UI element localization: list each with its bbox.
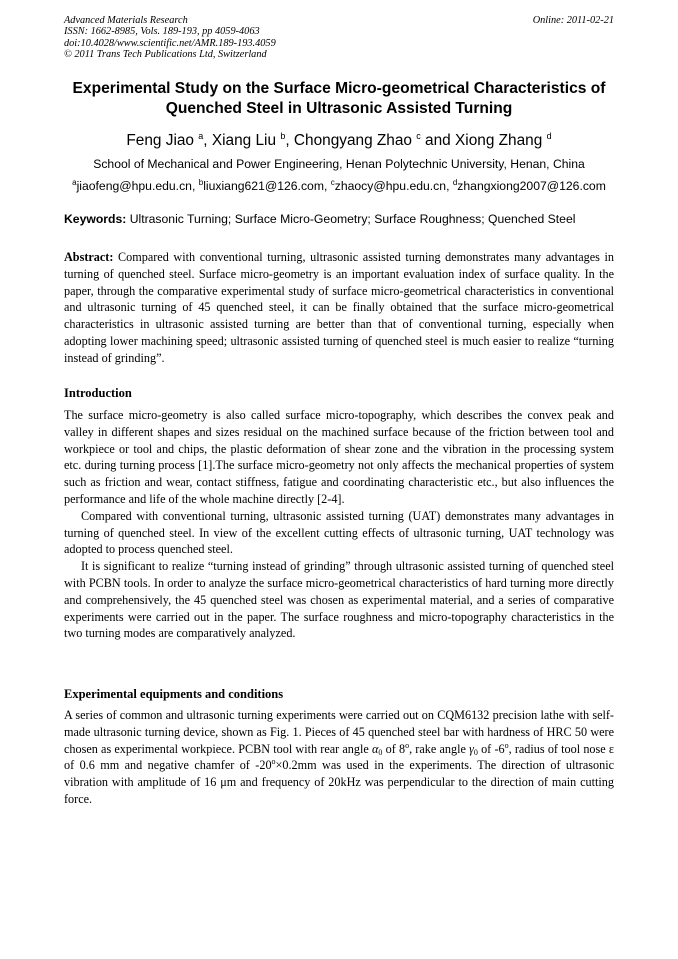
journal-name: Advanced Materials Research: [64, 15, 188, 26]
email-address[interactable]: jiaofeng@hpu.edu.cn: [76, 179, 192, 193]
email-separator: ,: [446, 179, 453, 193]
keywords-label: Keywords:: [64, 212, 127, 226]
keywords: [64, 211, 624, 227]
text-run: , rake angle: [409, 741, 470, 756]
alpha-symbol: α: [372, 741, 379, 756]
author-name: Xiang Liu: [211, 132, 277, 149]
email-list: [40, 178, 638, 194]
author-separator: ,: [285, 132, 294, 149]
affiliation: School of Mechanical and Power Engineering, Henan Polytechnic University, Henan, China: [93, 157, 585, 171]
email-mark: a: [72, 178, 77, 187]
author-mark: d: [546, 131, 552, 141]
abstract-label: Abstract:: [64, 250, 114, 264]
introduction-heading: Introduction: [64, 386, 132, 400]
author-name: Chongyang Zhao: [293, 132, 412, 149]
text-run: of 8: [382, 741, 406, 756]
author-mark: c: [416, 131, 421, 141]
author-mark: b: [280, 131, 286, 141]
email-separator: ,: [323, 179, 331, 193]
experimental-paragraph: [64, 707, 614, 808]
text-run: of -6: [477, 741, 505, 756]
gamma-symbol: γ: [469, 741, 474, 756]
text-run: of 0.6 mm and negative chamfer of -20: [64, 758, 272, 773]
paper-title: Experimental Study on the Surface Micro-geometrical Characteristics of Quenched Steel in Ultrasonic Assisted Turning: [72, 80, 606, 117]
epsilon-symbol: ε: [608, 741, 614, 756]
subscript-zero: 0: [473, 747, 478, 757]
author-list: [40, 131, 638, 151]
text-run: ×0.2mm was used in the experiments. The direction of ultrasonic vibration with amplitude of 16 μm and frequency of 20kHz was perpendicular to the direction of main cutting force.: [64, 758, 614, 806]
email-mark: b: [198, 178, 204, 187]
author-name: Xiong Zhang: [455, 132, 543, 149]
subscript-zero: 0: [378, 747, 383, 757]
copyright-line: © 2011 Trans Tech Publications Ltd, Switzerland: [64, 49, 267, 61]
email-address[interactable]: zhaocy@hpu.edu.cn: [334, 179, 447, 193]
issn-line: ISSN: 1662-8985, Vols. 189-193, pp 4059-4063: [64, 26, 260, 38]
doi-line[interactable]: doi:10.4028/www.scientific.net/AMR.189-193.4059: [64, 37, 276, 49]
text-run: , radius of tool nose: [508, 741, 609, 756]
email-address[interactable]: liuxiang621@126.com: [203, 179, 324, 193]
keywords-text: Ultrasonic Turning; Surface Micro-Geometry; Surface Roughness; Quenched Steel: [129, 212, 576, 226]
text-run: A series of common and ultrasonic turning experiments were carried out on CQM6132 precision lathe with self-made ultrasonic turning device, shown as Fig. 1. Pieces of 45 quenched steel bar with hardness of HRC 50 were chosen as experimental workpiece. PCBN tool with rear angle: [64, 708, 614, 756]
degree-mark: o: [504, 740, 509, 750]
email-address[interactable]: zhangxiong2007@126.com: [457, 179, 606, 193]
email-separator: ,: [191, 179, 199, 193]
abstract-paragraph: [64, 249, 614, 367]
abstract: [64, 249, 614, 367]
author-mark: a: [198, 131, 204, 141]
introduction-paragraph-1: The surface micro-geometry is also called surface micro-topography, which describes the convex peak and valley in different shapes and sizes residual on the machined surface because of the friction between tool and workpiece or tool and chips, the plastic deformation of shear zone and the vibration in the processing system etc. during turning process [1].The surface micro-geometry not only affects the mechanical properties of system such as friction and wear, contact stiffness, fatigue and coordinating characteristic etc., but also influences the performance and life of the whole machine directly [2-4].: [64, 408, 614, 506]
experimental-body: [64, 707, 614, 808]
author-name: Feng Jiao: [126, 132, 194, 149]
journal-header: [64, 15, 614, 61]
email-mark: c: [330, 178, 335, 187]
introduction-body: [64, 407, 614, 642]
abstract-text: Compared with conventional turning, ultrasonic assisted turning demonstrates many advantages in turning of quenched steel. Surface micro-geometry is an important evaluation index of surface quality. In the paper, through the comparative experimental study of surface micro-geometrical characteristics in conventional and ultrasonic turning of 45 quenched steel, it can be finally obtained that the surface micro-geometrical characteristics in ultrasonic assisted turning are better than that of conventional turning, especially when adopting lower machining speed; ultrasonic assisted turning of quenched steel is much easier to realize “turning instead of grinding”.: [64, 250, 615, 365]
email-mark: d: [452, 178, 458, 187]
experimental-heading: Experimental equipments and conditions: [64, 687, 284, 701]
online-date: Online: 2011-02-21: [532, 15, 614, 26]
introduction-paragraph-3: It is significant to realize “turning instead of grinding” through ultrasonic assisted turning of quenched steel with PCBN tools. In order to analyze the surface micro-geometrical characteristics of hard turning more directly and comprehensively, the 45 quenched steel was chosen as experimental material, and a series of comparative experiments were carried out in the paper. The surface roughness and micro-topography characteristics in the two turning modes are comparatively analyzed.: [64, 559, 614, 641]
author-separator: ,: [203, 132, 212, 149]
degree-mark: o: [271, 757, 276, 767]
degree-mark: o: [405, 740, 410, 750]
author-separator: and: [420, 132, 456, 149]
introduction-paragraph-2: Compared with conventional turning, ultrasonic assisted turning (UAT) demonstrates many advantages in turning of quenched steel. In view of the excellent cutting effects of ultrasonic turning, UAT technology was adopted to process quenched steel.: [64, 508, 614, 557]
